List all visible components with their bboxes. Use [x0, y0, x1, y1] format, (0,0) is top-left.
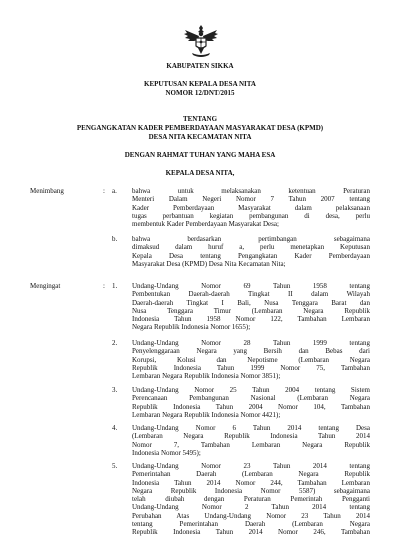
mengingat-marker-4: 4. — [112, 424, 118, 432]
text-line: Perubahan Atas Undang-Undang Nomor 23 Tahun 2014 — [132, 511, 370, 520]
invocation: DENGAN RAHMAT TUHAN YANG MAHA ESA — [124, 151, 276, 159]
text-line: Undang-Undang Nomor 2 Tahun 2014 tentang — [132, 503, 370, 512]
garuda-emblem-icon — [183, 24, 219, 58]
text-line: Korupsi, Kolusi dan Nepotisme (Lembaran Negara — [132, 355, 370, 364]
mengingat-item-4 — [132, 424, 370, 457]
text-line: Republik Indonesia Tahun 2014 Nomor 246, Tambahan — [132, 528, 370, 537]
text-line: Menteri Dalam Negeri Nomor 7 Tahun 2007 tentang — [132, 195, 370, 204]
text-line: bahwa untuk melaksanakan ketentuan Peraturan — [132, 187, 370, 195]
text-line: Pembentukan Daerah-daerah Tingkat II dalam Wilayah — [132, 290, 370, 299]
mengingat-item-2 — [132, 339, 370, 380]
text-line: Undang-Undang Nomor 23 Tahun 2014 tentang — [132, 462, 370, 470]
text-line: Undang-Undang Nomor 25 Tahun 2004 tentang Sistem — [132, 386, 370, 394]
menimbang-colon: : — [103, 187, 105, 195]
text-line: Nusa Tenggara Timur (Lembaran Negara Republik — [132, 306, 370, 315]
mengingat-marker-5: 5. — [112, 462, 118, 470]
text-line: Pemerintahan Daerah (Lembaran Negara Republik — [132, 470, 370, 479]
text-line: membentuk Kader Pemberdayaan Masyarakat Desa; — [132, 220, 279, 229]
menimbang-marker-a: a. — [112, 187, 117, 195]
mengingat-colon: : — [103, 282, 105, 290]
text-line: Negara Republik Indonesia Nomor 5587) sebagaimana — [132, 486, 370, 495]
text-line: Indonesia Tahun 2014 Nomor 244, Tambahan Lembaran — [132, 478, 370, 487]
menimbang-item-a — [132, 187, 370, 228]
mengingat-label: Mengingat — [30, 282, 61, 290]
about-label: TENTANG — [182, 115, 218, 123]
text-line: Republik Indonesia Tahun 1999 Nomor 75, Tambahan — [132, 363, 370, 372]
mengingat-marker-2: 2. — [112, 339, 118, 347]
mengingat-item-3 — [132, 386, 370, 419]
text-line: Kader Pemberdayaan Masyarakat dalam pelaksanaan — [132, 203, 370, 212]
mengingat-marker-3: 3. — [112, 386, 118, 394]
text-line: Kepala Desa tentang Pengangkatan Kader Pemberdayaan — [132, 251, 370, 260]
text-line: (Lembaran Negara Republik Indonesia Tahun 2014 — [132, 432, 370, 441]
region-heading: KABUPATEN SIKKA — [166, 62, 234, 70]
text-line: Perencanaan Pembangunan Nasional (Lembaran Negara — [132, 394, 370, 403]
text-line: Undang-Undang Nomor 28 Tahun 1999 tentang — [132, 339, 370, 347]
text-line: Republik Indonesia Tahun 2004 Nomor 104, Tambahan — [132, 402, 370, 411]
decree-number: NOMOR 12/DNT/2015 — [165, 89, 235, 97]
menimbang-item-b — [132, 235, 370, 268]
text-line: Undang-Undang Nomor 6 Tahun 2014 tentang Desa — [132, 424, 370, 432]
text-line: Indonesia Tahun 1958 Nomor 122, Tambahan Lembaran — [132, 315, 370, 324]
official-title: KEPALA DESA NITA, — [165, 169, 235, 177]
text-line: Negara Republik Indonesia Nomor 1655); — [132, 323, 251, 332]
text-line: Indonesia Nomor 5495); — [132, 448, 201, 457]
mengingat-item-5 — [132, 462, 370, 537]
text-line: dimaksud dalam huruf a, perlu menetapkan Keputusan — [132, 243, 370, 252]
text-line: tentang Pemerintahan Daerah (Lembaran Negara — [132, 520, 370, 529]
text-line: bahwa berdasarkan pertimbangan sebagaimana — [132, 235, 370, 243]
mengingat-item-1 — [132, 282, 370, 332]
text-line: Nomor 7, Tambahan Lembaran Negara Republik — [132, 440, 370, 449]
menimbang-marker-b: b. — [112, 235, 118, 243]
text-line: Penyelenggaraan Negara yang Bersih dan Bebas dari — [132, 347, 370, 356]
subject-line-1: PENGANGKATAN KADER PEMBERDAYAAN MASYARAKAT DESA (KPMD) — [76, 124, 324, 132]
menimbang-label: Menimbang — [30, 187, 64, 195]
text-line: Undang-Undang Nomor 69 Tahun 1958 tentang — [132, 282, 370, 290]
mengingat-marker-1: 1. — [112, 282, 118, 290]
text-line: Daerah-daerah Tingkat I Bali, Nusa Tenggara Barat dan — [132, 298, 370, 307]
text-line: Masyarakat Desa (KPMD) Desa Nita Kecamatan Nita; — [132, 259, 286, 268]
text-line: telah diubah dengan Peraturan Pemerintah Pengganti — [132, 495, 370, 504]
text-line: Lembaran Negara Republik Indonesia Nomor 3851); — [132, 372, 281, 381]
subject-line-2: DESA NITA KECAMATAN NITA — [148, 133, 252, 141]
text-line: Lembaran Negara Republik Indonesia Nomor 4421); — [132, 410, 281, 419]
text-line: tugas perbantuan kegiatan pembangunan di desa, perlu — [132, 211, 370, 220]
decree-title: KEPUTUSAN KEPALA DESA NITA — [144, 80, 256, 88]
